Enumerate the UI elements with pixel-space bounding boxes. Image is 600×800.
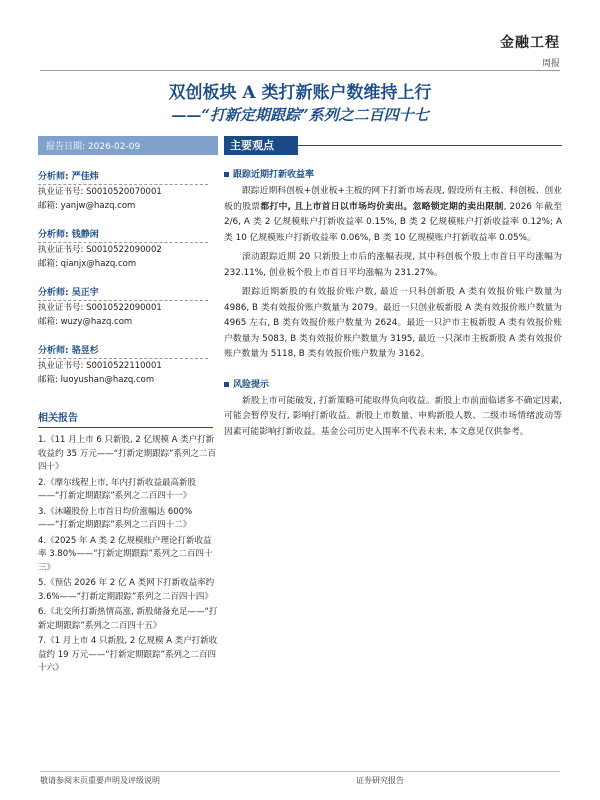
analyst-license: 执业证书号: S0010522090001	[38, 303, 162, 313]
related-report-item[interactable]: 5.《预估 2026 年 2 亿 A 类网下打新收益率约 3.6%——“打新定期跟踪”系列之二百四十四》	[38, 578, 215, 602]
doc-type-label: 周报	[541, 59, 560, 69]
report-date: 报告日期: 2026-02-09	[38, 136, 218, 155]
related-reports-list	[38, 434, 218, 676]
footer-rule	[40, 771, 560, 772]
paragraph: 跟踪近期新股的有效报价账户数, 最近一只科创新股 A 类有效报价账户数量为 4986, B 类有效报价账户数量为 2079。最近一只创业板新股 A 类有效报价账户数量为 4965 左右, B 类有效报价账户数量为 2624。最近一只沪市主板新股 A 类有效报价账户数量为 5083, B 类有效报价账户数量为 3195, 最近一只深市主板新股 A 类有效报价账户数量为 5118, B 类有效报价账户数量为 3162。	[224, 287, 562, 359]
section-rule	[298, 145, 562, 146]
paragraph: 新股上市可能破发, 打新策略可能取得负向收益。新股上市前面临诸多不确定因素, 可能会暂停发行, 影响打新收益。新股上市数量、申购新股人数、二级市场情绪波动等因素可能影响打新收益。基金公司历史入围率不代表未来, 本文意见仅供参考。	[224, 395, 562, 437]
analyst-name: 分析师: 严佳炜	[38, 169, 208, 185]
analyst-email[interactable]: 邮箱: wuzy@hazq.com	[38, 317, 133, 327]
analyst-name: 分析师: 吴正宇	[38, 285, 208, 301]
analyst-name: 分析师: 骆昱杉	[38, 343, 208, 359]
paragraph: 跟踪近期科创板+创业板+主板的网下打新市场表现, 假设所有主板、科创板、创业板的股票都打中, 且上市首日以市场均价卖出。忽略锁定期的卖出限制, 2026 年截至 2/6, A 类 2 亿规模账户打新收益率 0.15%, B 类 2 亿规模账户打新收益率 0.12%; A 类 10 亿规模账户打新收益率 0.06%, B 类 10 亿规模账户打新收益率 0.05%。	[224, 186, 562, 243]
footer-disclaimer-link[interactable]: 敬请参阅末页重要声明及评级说明	[40, 776, 160, 785]
related-report-item[interactable]: 2.《摩尔线程上市, 年内打新收益最高新股——“打新定期跟踪”系列之二百四十一》	[38, 477, 197, 501]
analyst-email[interactable]: 邮箱: yanjw@hazq.com	[38, 201, 136, 211]
analyst-block	[38, 227, 218, 271]
report-subtitle: ——“打新定期跟踪”系列之二百四十七	[171, 106, 429, 124]
paragraph: 滚动跟踪近期 20 只新股上市后的涨幅表现, 其中科创板个股上市首日平均涨幅为 232.11%, 创业板个股上市首日平均涨幅为 231.27%。	[224, 252, 562, 278]
related-report-item[interactable]: 7.《1 月上市 4 只新股, 2 亿规模 A 类户打新收益约 19 万元——“打新定期跟踪”系列之二百四十六》	[38, 636, 218, 673]
related-report-item[interactable]: 6.《北交所打新热情高涨, 新股储备充足——“打新定期跟踪”系列之二百四十五》	[38, 607, 218, 631]
emphasis-text: 都打中, 且上市首日以市场均价卖出。忽略锁定期的卖出限制	[260, 201, 504, 212]
analyst-block	[38, 343, 218, 387]
subsection-heading: 跟踪近期打新收益率	[224, 167, 562, 180]
analyst-email[interactable]: 邮箱: luoyushan@hazq.com	[38, 375, 155, 385]
header-rule	[40, 70, 560, 71]
section-header	[224, 136, 562, 155]
brand-label: 金融工程	[500, 35, 560, 51]
subsection-heading: 风险提示	[224, 377, 562, 390]
related-reports-heading: 相关报告	[38, 409, 213, 428]
bullet-square-icon	[224, 172, 229, 177]
analyst-email[interactable]: 邮箱: qianjx@hazq.com	[38, 259, 137, 269]
section-title: 主要观点	[224, 136, 298, 155]
report-title: 双创板块 A 类打新账户数维持上行	[168, 83, 432, 103]
analyst-block	[38, 285, 218, 329]
analyst-license: 执业证书号: S0010520070001	[38, 187, 162, 197]
footer-label: 证券研究报告	[356, 776, 404, 785]
analyst-license: 执业证书号: S0010522110001	[38, 361, 162, 371]
left-sidebar	[38, 136, 218, 678]
main-content	[224, 136, 562, 440]
bullet-square-icon	[224, 382, 229, 387]
related-report-item[interactable]: 4.《2025 年 A 类 2 亿规模账户理论打新收益率 3.80%——“打新定期跟踪”系列之二百四十三》	[38, 535, 213, 573]
analyst-license: 执业证书号: S0010522090002	[38, 245, 162, 255]
analyst-name: 分析师: 钱静闲	[38, 227, 208, 243]
analyst-block	[38, 169, 218, 213]
related-report-item[interactable]: 1.《11 月上市 6 只新股, 2 亿规模 A 类户打新收益约 35 万元——“打新定期跟踪”系列之二百四十》	[38, 435, 217, 472]
related-report-item[interactable]: 3.《沐曦股份上市首日均价涨幅达 600%——“打新定期跟踪”系列之二百四十二》	[38, 506, 193, 530]
